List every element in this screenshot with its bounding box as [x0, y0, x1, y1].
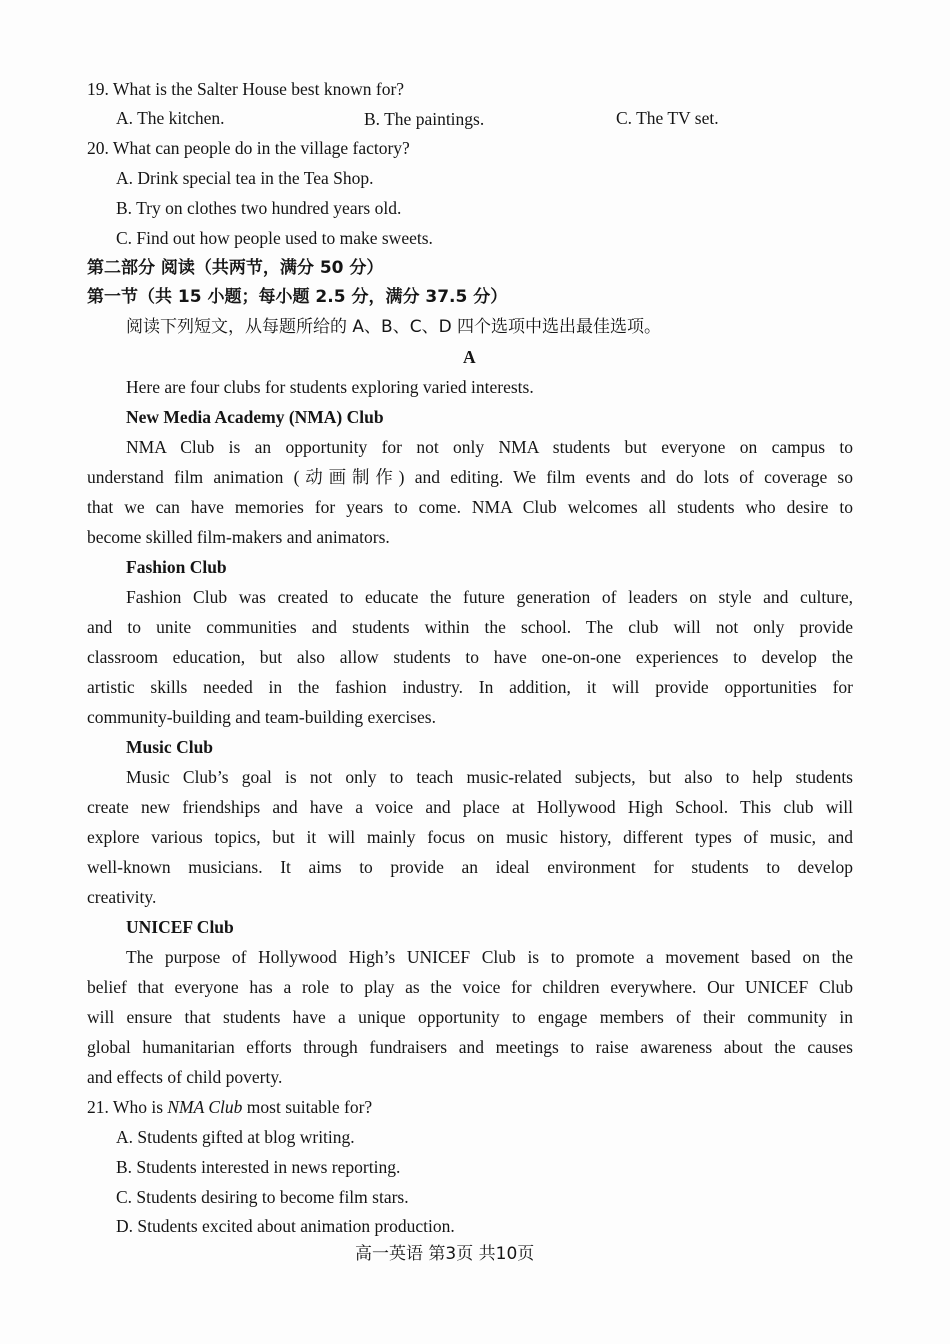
question-21-stem-prefix: 21. Who is — [87, 1097, 168, 1117]
passage-intro: Here are four clubs for students exploring varied interests. — [126, 377, 534, 397]
part2-heading: 第二部分 阅读（共两节，满分 50 分） — [87, 258, 384, 278]
question-20-option-a: A. Drink special tea in the Tea Shop. — [116, 168, 374, 188]
instruction: 阅读下列短文，从每题所给的 A、B、C、D 四个选项中选出最佳选项。 — [126, 317, 662, 337]
question-19-option-b: B. The paintings. — [364, 109, 485, 129]
question-21-stem — [87, 1095, 372, 1119]
nma-club-title: New Media Academy (NMA) Club — [126, 407, 384, 427]
fashion-club-line-5: community-building and team-building exercises. — [87, 707, 436, 727]
question-21-stem-italic: NMA Club — [167, 1097, 243, 1117]
section1-heading: 第一节（共 15 小题；每小题 2.5 分，满分 37.5 分） — [87, 287, 508, 307]
music-club-title: Music Club — [126, 737, 214, 757]
unicef-club-line-1: The purpose of Hollywood High’s UNICEF Club is to promote a movement based on the — [126, 947, 853, 967]
question-21-option-b: B. Students interested in news reporting. — [116, 1157, 401, 1177]
question-21-option-d: D. Students excited about animation production. — [116, 1216, 455, 1236]
question-20-stem: 20. What can people do in the village factory? — [87, 138, 410, 158]
question-19-stem: 19. What is the Salter House best known for? — [87, 79, 405, 99]
question-21-option-a: A. Students gifted at blog writing. — [116, 1127, 355, 1147]
nma-club-line-2: understand film animation (动画制作) and editing. We film events and do lots of coverage so — [87, 467, 853, 487]
fashion-club-line-2: and to unite communities and students within the school. The club will not only provide — [87, 617, 853, 637]
question-20-option-b: B. Try on clothes two hundred years old. — [116, 198, 402, 218]
music-club-line-3: explore various topics, but it will mainly focus on music history, different types of music, and — [87, 827, 853, 847]
question-19-option-a: A. The kitchen. — [116, 108, 225, 128]
music-club-line-4: well-known musicians. It aims to provide an ideal environment for students to develop — [87, 857, 853, 877]
unicef-club-line-3: will ensure that students have a unique opportunity to engage members of their community in — [87, 1007, 853, 1027]
nma-club-line-3: that we can have memories for years to come. NMA Club welcomes all students who desire to — [87, 497, 853, 517]
fashion-club-line-3: classroom education, but also allow students to have one-on-one experiences to develop the — [87, 647, 853, 667]
music-club-line-2: create new friendships and have a voice and place at Hollywood High School. This club will — [87, 797, 853, 817]
fashion-club-line-1: Fashion Club was created to educate the future generation of leaders on style and culture, — [126, 587, 853, 607]
music-club-line-5: creativity. — [87, 887, 157, 907]
page-footer: 高一英语 第3页 共10页 — [355, 1244, 535, 1264]
music-club-line-1: Music Club’s goal is not only to teach music-related subjects, but also to help students — [126, 767, 853, 787]
unicef-club-title: UNICEF Club — [126, 917, 234, 937]
question-19-option-c: C. The TV set. — [616, 108, 719, 128]
unicef-club-line-5: and effects of child poverty. — [87, 1067, 283, 1087]
question-20-option-c: C. Find out how people used to make sweets. — [116, 228, 433, 248]
nma-club-line-1: NMA Club is an opportunity for not only NMA students but everyone on campus to — [126, 437, 853, 457]
question-21-stem-suffix: most suitable for? — [242, 1097, 373, 1117]
nma-club-line-4: become skilled film-makers and animators. — [87, 527, 390, 547]
fashion-club-line-4: artistic skills needed in the fashion industry. In addition, it will provide opportunities for — [87, 677, 853, 697]
question-21-option-c: C. Students desiring to become film stars. — [116, 1187, 409, 1207]
fashion-club-title: Fashion Club — [126, 557, 227, 577]
passage-label: A — [463, 347, 476, 367]
unicef-club-line-4: global humanitarian efforts through fundraisers and meetings to raise awareness about the causes — [87, 1037, 853, 1057]
unicef-club-line-2: belief that everyone has a role to play as the voice for children everywhere. Our UNICEF Club — [87, 977, 853, 997]
